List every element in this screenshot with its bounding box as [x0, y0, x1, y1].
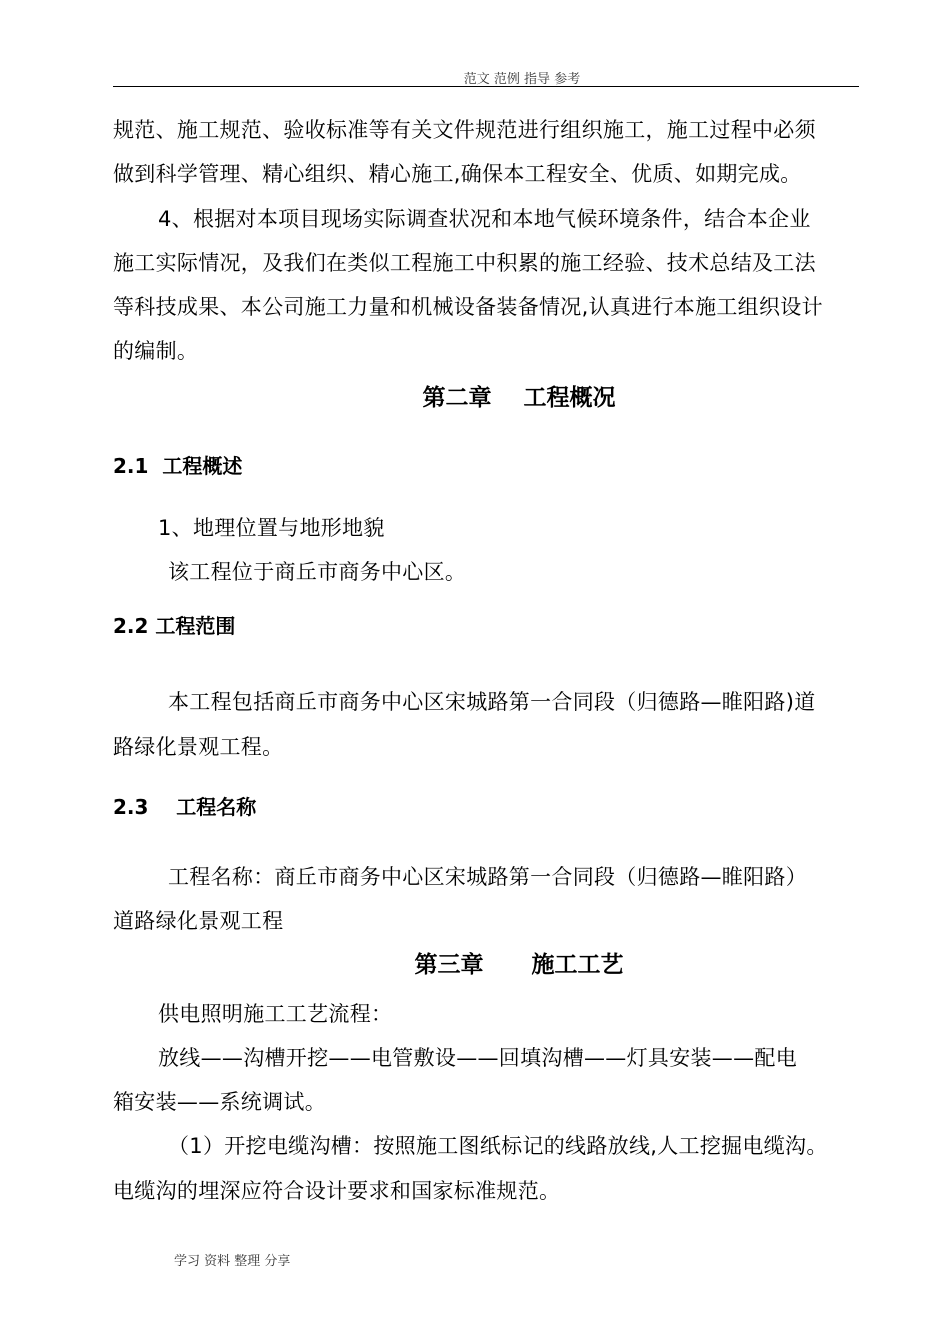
- paragraph-line: 施工实际情况，及我们在类似工程施工中积累的施工经验、技术总结及工法: [113, 250, 816, 275]
- paragraph-line: 箱安装——系统调试。: [113, 1090, 326, 1115]
- paragraph-line: 本工程包括商丘市商务中心区宋城路第一合同段（归德路—睢阳路)道: [168, 690, 816, 715]
- paragraph-line: 4、根据对本项目现场实际调查状况和本地气候环境条件，结合本企业: [158, 206, 811, 231]
- paragraph-line: 的编制。: [113, 339, 199, 364]
- paragraph-line: 工程名称：商丘市商务中心区宋城路第一合同段（归德路—睢阳路）: [168, 864, 807, 889]
- paragraph-line: 规范、施工规范、验收标准等有关文件规范进行组织施工，施工过程中必须: [113, 118, 816, 142]
- document-body: [113, 108, 859, 1213]
- chapter-2-title: 第二章 工程概况: [422, 384, 616, 411]
- section-2-3-heading: 2.3 工程名称: [113, 794, 257, 819]
- paragraph-line: 路绿化景观工程。: [113, 734, 284, 759]
- header-divider: [113, 86, 859, 87]
- paragraph-line: 道路绿化景观工程: [113, 909, 284, 934]
- paragraph-line: （1）开挖电缆沟槽：按照施工图纸标记的线路放线,人工挖掘电缆沟。: [168, 1134, 828, 1159]
- page-header: 范文 范例 指导 参考: [463, 72, 581, 87]
- paragraph-line: 等科技成果、本公司施工力量和机械设备装备情况,认真进行本施工组织设计: [113, 295, 823, 320]
- chapter-3-title: 第三章 施工工艺: [414, 951, 624, 978]
- section-2-1-heading: 2.1 工程概述: [113, 453, 243, 478]
- list-item: 1、地理位置与地形地貌: [158, 515, 385, 540]
- paragraph-line: 该工程位于商丘市商务中心区。: [168, 560, 467, 585]
- section-2-2-heading: 2.2 工程范围: [113, 614, 236, 639]
- paragraph-line: 供电照明施工工艺流程：: [158, 1001, 393, 1026]
- paragraph-line: 电缆沟的埋深应符合设计要求和国家标准规范。: [113, 1178, 561, 1203]
- page-footer: 学习 资料 整理 分享: [174, 1254, 291, 1269]
- paragraph-line: 做到科学管理、精心组织、精心施工,确保本工程安全、优质、如期完成。: [113, 162, 802, 187]
- paragraph-line: 放线——沟槽开挖——电管敷设——回填沟槽——灯具安装——配电: [158, 1045, 797, 1070]
